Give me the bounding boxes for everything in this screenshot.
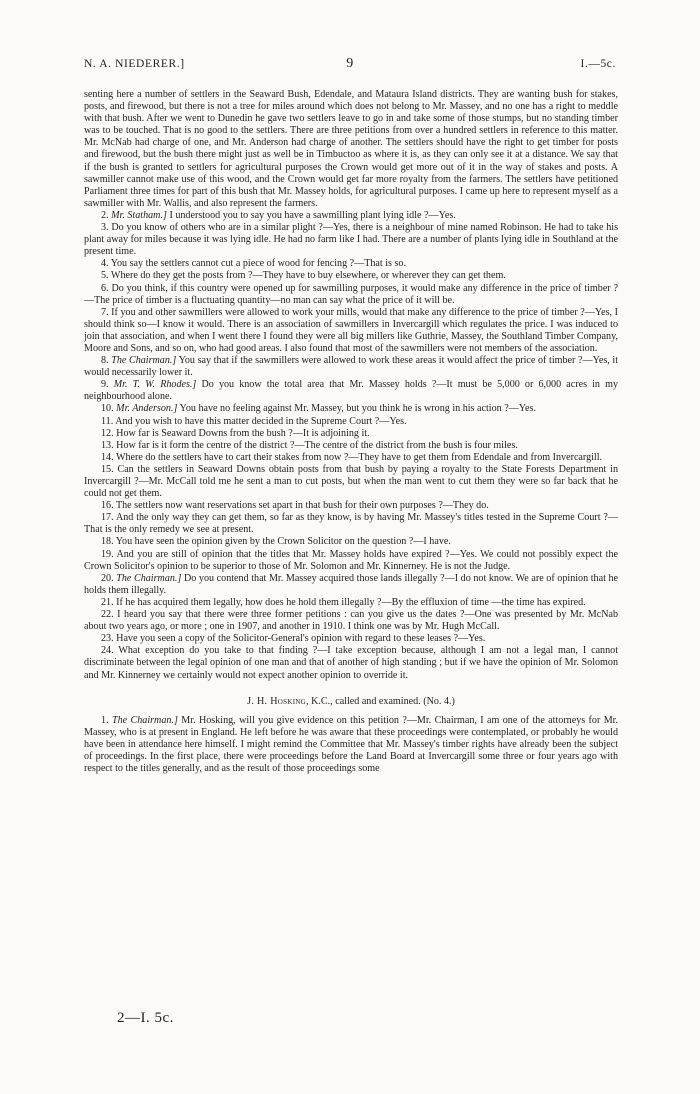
question-paragraph [84, 307, 618, 355]
questioner: The Chairman.] [111, 355, 177, 367]
question-number: 12. [101, 427, 114, 439]
questioner: The Chairman.] [111, 714, 178, 726]
question-number: 19. [101, 548, 114, 560]
question-number: 20. [101, 572, 114, 584]
page-number: 9 [346, 56, 354, 71]
question-number: 11. [101, 415, 114, 427]
question-paragraph [84, 403, 618, 415]
question-text: I heard you say that there were three former petitions : can you give us the dates ?—One was presented by Mr. McNab about two years ago, or more ; one in 1907, and another in 1910. I think one was by Mr. Hugh McCall. [84, 609, 619, 633]
question-paragraph [84, 379, 618, 403]
question-paragraph [84, 270, 618, 282]
question-number: 24. [101, 645, 114, 657]
question-paragraph [84, 428, 618, 440]
question-paragraph [84, 512, 618, 536]
question-text: And you wish to have this matter decided in the Supreme Court ?—Yes. [115, 415, 407, 427]
question-number: 15. [101, 463, 114, 475]
question-paragraph [84, 464, 618, 500]
question-text: Do you know the total area that Mr. Massey holds ?—It must be 5,000 or 6,000 acres in my neighbourhood alone. [84, 379, 618, 403]
question-paragraph [84, 355, 618, 379]
question-paragraph [84, 536, 618, 548]
question-number: 18. [101, 536, 114, 548]
question-text: Have you seen a copy of the Solicitor-General's opinion with regard to these leases ?—Yes. [116, 633, 486, 645]
question-text: Do you think, if this country were opened up for sawmilling purposes, it would make any difference in the price of timber ?—The price of timber is a fluctuating quantity—no man can say what the price of it will be. [84, 282, 618, 306]
question-paragraph [84, 645, 618, 681]
question-paragraph [84, 500, 618, 512]
question-number: 5. [101, 270, 109, 282]
question-text: How far is Seaward Downs from the bush ?—It is adjoining it. [116, 427, 370, 439]
question-list [84, 210, 618, 682]
question-text: Where do the settlers have to cart their stakes from now ?—They have to get them from Edendale and from Invercargill. [115, 451, 603, 463]
question-paragraph [84, 452, 618, 464]
question-text: The settlers now want reservations set apart in that bush for their own purposes ?—They do. [115, 500, 489, 512]
question-number: 3. [101, 222, 109, 234]
question-text: You have no feeling against Mr. Massey, but you think he is wrong in his action ?—Yes. [179, 403, 536, 415]
question-paragraph [84, 210, 618, 222]
question-text: I understood you to say you have a sawmilling plant lying idle ?—Yes. [169, 209, 456, 221]
question-paragraph [84, 633, 618, 645]
witness-name: J. H. Hosking [247, 695, 307, 707]
question-number: 1. [101, 714, 109, 726]
question-paragraph [84, 549, 618, 573]
paper-reference: I.—5c. [580, 58, 616, 70]
page-footer-signature: 2—I. 5c. [117, 1010, 174, 1026]
question-text: Mr. Hosking, will you give evidence on this petition ?—Mr. Chairman, I am one of the attorneys for Mr. Massey, who is at present in England. He left before he was aware that these proceedings were contemplated, or probably he would have been in attendance here himself. I might remind the Committee that Mr. Massey's timber rights have already been the subject of proceedings. In the first place, there were proceedings before the Land Board at Invercargill some three or four years ago with respect to the titles generally, and as the result of those proceedings some [84, 714, 619, 775]
question-number: 14. [101, 451, 114, 463]
witness-heading [84, 696, 618, 708]
question-text: Where do they get the posts from ?—They have to buy elsewhere, or wherever they can get them. [110, 270, 506, 282]
question-text: Can the settlers in Seaward Downs obtain posts from that bush by paying a royalty to the State Forests Department in Invercargill ?—Mr. McCall told me he sent a man to cut posts, but when the man went to cut them they were so far back that he could not get them. [84, 463, 618, 500]
question-text: How far is it form the centre of the district ?—The centre of the district from the bush is four miles. [116, 439, 518, 451]
question-paragraph [84, 715, 618, 775]
page-header [84, 58, 616, 76]
question-text: You say the settlers cannot cut a piece of wood for fencing ?—That is so. [110, 258, 406, 270]
body-text [84, 89, 618, 775]
question-paragraph [84, 440, 618, 452]
question-text: And you are still of opinion that the titles that Mr. Massey holds have expired ?—Yes. We could not possibly expect the Crown Solicitor's opinion to be superior to those of Mr. Solomon and Mr. Kinnerney. He is not the Judge. [84, 548, 618, 572]
question-text: Do you know of others who are in a similar plight ?—Yes, there is a neighbour of mine named Robinson. He had to take his plant away for miles because it was lying idle. He had no farm like I had. There are a number of plants lying idle in Southland at the present time. [84, 222, 618, 258]
question-number: 7. [101, 306, 109, 318]
question-number: 16. [101, 500, 114, 512]
question-paragraph [84, 597, 618, 609]
question-number: 23. [101, 633, 114, 645]
question-text: You say that if the sawmillers were allowed to work these areas it would affect the price of timber ?—Yes, it would necessarily lower it. [84, 355, 618, 379]
question-number: 6. [101, 282, 109, 294]
question-number: 13. [101, 439, 114, 451]
question-number: 9. [101, 379, 109, 391]
questioner: Mr. Anderson.] [116, 403, 178, 415]
witness-details: , K.C., called and examined. (No. 4.) [306, 695, 455, 707]
question-number: 2. [101, 209, 109, 221]
questioner: Mr. Statham.] [111, 209, 167, 221]
question-number: 17. [101, 512, 114, 524]
header-witness-name: N. A. NIEDERER.] [84, 58, 185, 70]
question-text: Do you contend that Mr. Massey acquired those lands illegally ?—I do not know. We are of opinion that he holds them illegally. [84, 572, 619, 596]
question-paragraph [84, 416, 618, 428]
question-text: What exception do you take to that finding ?—I take exception because, although I am not a legal man, I cannot discriminate between the legal opinion of one man and that of another of high standing ; but if we have the opinion of Mr. Solomon and Mr. Kinnerney we certainly would not expect another opinion to override it. [84, 645, 619, 681]
question-number: 4. [101, 258, 109, 270]
question-paragraph [84, 609, 618, 633]
questioner: Mr. T. W. Rhodes.] [113, 379, 197, 391]
question-number: 21. [101, 596, 114, 608]
question-paragraph [84, 573, 618, 597]
question-paragraph [84, 283, 618, 307]
question-paragraph [84, 258, 618, 270]
question-paragraph [84, 222, 618, 258]
question-text: And the only way they can get them, so far as they know, is by having Mr. Massey's titles tested in the Supreme Court ?—That is the only remedy we see at present. [84, 512, 618, 536]
question-text: If you and other sawmillers were allowed to work your mills, would that make any difference to the price of timber ?—Yes, I should think so—I know it would. There is an association of sawmillers in Invercargill which regulates the price. I was induced to join that association, and when I went there I found they were all big millers like Guthrie, Massey, the Southland Timber Company, Moore and Sons, and so on, who had good areas. I also found that most of the sawmillers were not members of the association. [84, 306, 618, 354]
intro-paragraph: senting here a number of settlers in the Seaward Bush, Edendale, and Mataura Island districts. They are wanting bush for stakes, posts, and firewood, but there is not a tree for miles around which does not belong to Mr. Massey, and no one has a right to meddle with that bush. After we went to Dunedin he gave two settlers leave to go in and take some of those stumps, but no standing timber was to be touched. That is no good to the settlers. There are three petitions from over a hundred settlers in reference to this matter. Mr. McNab had charge of one, and Mr. Anderson had charge of another. The settlers should have the right to get timber for posts and firewood, but the bush there might just as well be in Timbuctoo as where it is, as they can only see it at a distance. We say that if the bush is granted to settlers for agricultural purposes the Crown would get more out of it in the way of stakes and posts. A sawmiller cannot make use of this wood, and the Crown would get far more royalty from the farmers. The settlers have petitioned Parliament three times for part of this bush that Mr. Massey holds, for agricultural purposes. I came up here to represent myself as a sawmiller with Mr. Wallis, and also represent the farmers. [84, 89, 618, 209]
question-number: 22. [101, 609, 114, 621]
question-text: You have seen the opinion given by the Crown Solicitor on the question ?—I have. [115, 536, 451, 548]
questioner: The Chairman.] [116, 572, 182, 584]
question-number: 8. [101, 355, 109, 367]
question-text: If he has acquired them legally, how does he hold them illegally ?—By the effluxion of time —the time has expired. [116, 596, 586, 608]
question-number: 10. [101, 403, 114, 415]
